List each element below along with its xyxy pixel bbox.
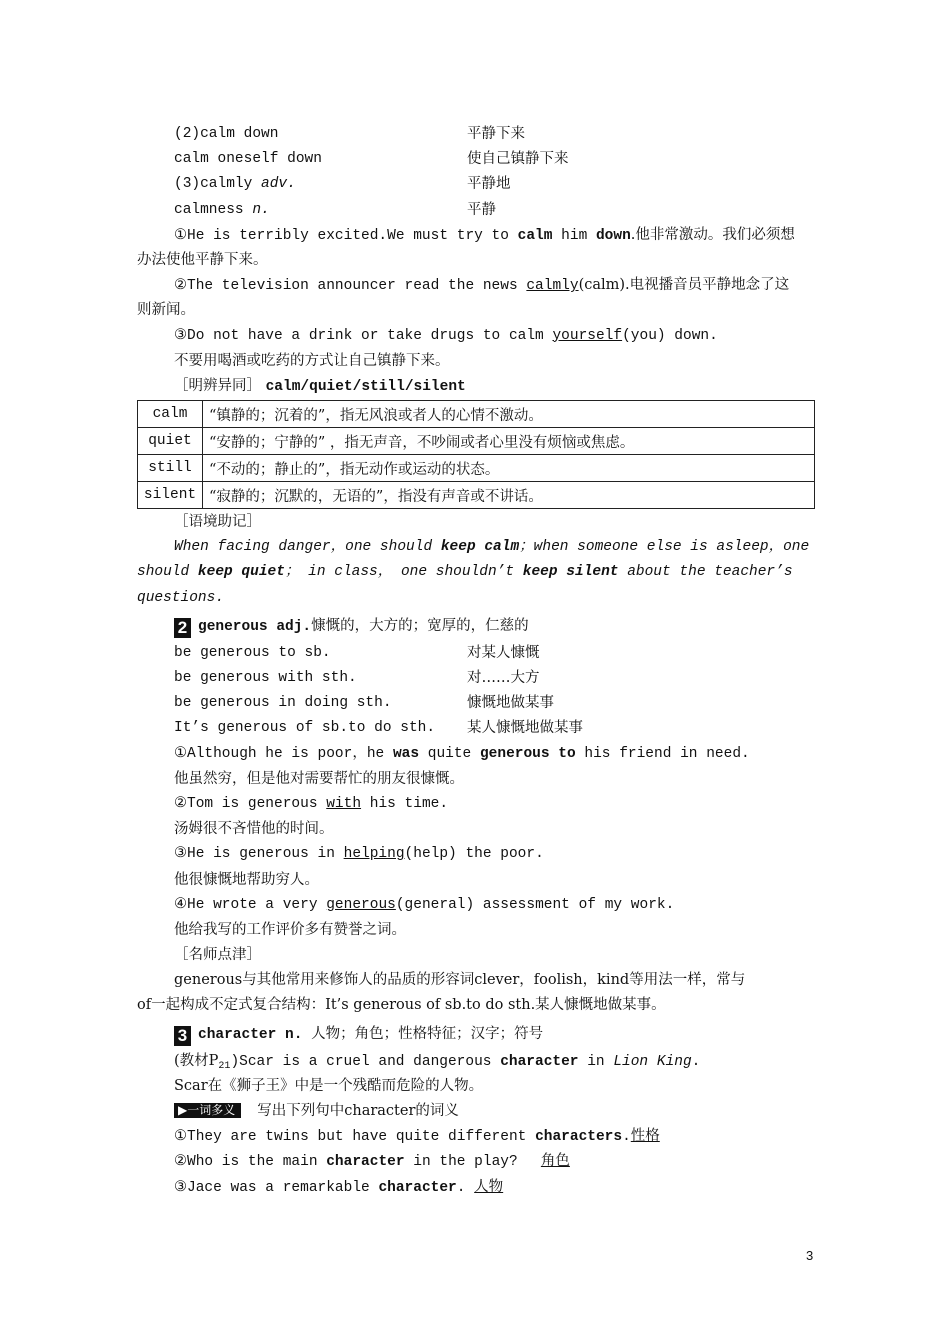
- section-label: ［明辨异同］ calm/quiet/still/silent: [174, 377, 466, 395]
- answer-blank: 人物: [474, 1178, 504, 1195]
- example-sentence: ③He is generous in helping(help) the poor.: [174, 846, 544, 863]
- example-translation: 办法使他平静下来。: [137, 251, 268, 268]
- tip-text: of一起构成不定式复合结构：It’s generous of sb.to do sth.某人慷慨地做某事。: [137, 997, 666, 1014]
- answer-blank: 角色: [540, 1153, 570, 1170]
- part-of-speech: n.: [252, 201, 270, 218]
- usage-cn: 平静地: [467, 176, 511, 193]
- answer-blank: yourself: [552, 327, 623, 344]
- usage-en: (2)calm down: [174, 126, 279, 142]
- table-cell-word: quiet: [138, 428, 203, 455]
- usage-row: be generous with sth. 对……大方: [174, 670, 540, 686]
- entry-heading: 3 character n. 人物；角色；性格特征；汉字；符号: [137, 1019, 815, 1049]
- usage-en: calmness: [174, 201, 253, 218]
- entry-number: 2: [174, 618, 191, 638]
- usage-cn: 平静: [467, 201, 496, 218]
- section-label: ［名师点津］: [174, 947, 261, 964]
- usage-row: [137, 147, 815, 172]
- example-translation: 汤姆很不吝惜他的时间。: [174, 821, 334, 838]
- exercise-item: ①They are twins but have quite different characters.性格: [174, 1128, 660, 1146]
- answer-blank: with: [326, 795, 362, 812]
- usage-en: calm oneself down: [174, 151, 322, 168]
- entry-number: 3: [174, 1026, 191, 1046]
- table-row: [138, 482, 815, 509]
- tip-text: generous与其他常用来修饰人的品质的形容词clever，foolish，kind等用法一样，常与: [174, 972, 746, 989]
- usage-row: be generous to sb. 对某人慷慨: [174, 644, 540, 661]
- answer-blank: generous: [326, 896, 396, 913]
- table-cell-desc: “不动的；静止的”，指无动作或运动的状态。: [203, 455, 815, 482]
- table-cell-desc: “镇静的；沉着的”，指无风浪或者人的心情不激动。: [203, 401, 815, 428]
- usage-row: be generous in doing sth. 慷慨地做某事: [174, 695, 554, 712]
- usage-row: [137, 172, 815, 197]
- memory-text: should keep quiet； in class， one shouldn’t keep silent about the teacher’s: [137, 564, 793, 581]
- polysemy-tag: ▶一词多义: [174, 1103, 241, 1118]
- example-sentence: ④He wrote a very generous(general) assessment of my work.: [174, 896, 675, 913]
- textbook-example: (教材$P_{21})Scar$ is a cruel and dangerous character in Lion King.: [174, 1052, 701, 1072]
- exercise-item: ②Who is the main character in the play? 角色: [174, 1153, 570, 1171]
- example-translation: 则新闻。: [137, 302, 195, 319]
- table-cell-desc: “安静的；宁静的” ，指无声音，不吵闹或者心里没有烦恼或焦虑。: [203, 428, 815, 455]
- answer-blank: calmly: [526, 278, 579, 295]
- table-row: [138, 455, 815, 482]
- exercise-heading: ▶一词多义 写出下列句中character的词义: [137, 1099, 815, 1124]
- example-translation: 他给我写的工作评价多有赞誉之词。: [174, 921, 406, 938]
- usage-en: (3)calmly: [174, 176, 262, 193]
- usage-row: [137, 198, 815, 223]
- table-cell-word: still: [138, 455, 203, 482]
- page-number: 3: [806, 1248, 814, 1263]
- example-translation: Scar在《狮子王》中是一个残酷而危险的人物。: [174, 1077, 484, 1094]
- table-cell-word: calm: [138, 401, 203, 428]
- example-sentence: ②Tom is generous with his time.: [174, 795, 449, 812]
- part-of-speech: adv.: [261, 176, 296, 193]
- usage-row: [137, 122, 815, 147]
- example-translation: 他虽然穷，但是他对需要帮忙的朋友很慷慨。: [174, 770, 464, 787]
- memory-text: questions.: [137, 589, 225, 606]
- example-translation: 他很慷慨地帮助穷人。: [174, 871, 319, 888]
- usage-row: It’s generous of sb.to do sth. 某人慷慨地做某事: [174, 720, 583, 737]
- memory-text: When facing danger，one should keep calm；when someone else is asleep，one: [174, 539, 810, 556]
- example-sentence: ②The television announcer read the news calmly(calm).电视播音员平静地念了这: [174, 277, 790, 295]
- example-translation: 不要用喝酒或吃药的方式让自己镇静下来。: [174, 352, 450, 369]
- table-row: [138, 428, 815, 455]
- section-label: ［语境助记］: [174, 514, 261, 531]
- example-sentence: ①He is terribly excited.We must try to calm him down.他非常激动。我们必须想: [174, 226, 795, 244]
- entry-heading: 2 generous adj.慷慨的，大方的；宽厚的，仁慈的: [137, 611, 815, 641]
- comparison-table: [137, 400, 815, 509]
- table-row: [138, 401, 815, 428]
- example-sentence: ①Although he is poor，he was quite generous to his friend in need.: [174, 745, 750, 762]
- table-cell-word: silent: [138, 482, 203, 509]
- page-content: [137, 122, 815, 1200]
- usage-cn: 使自己镇静下来: [467, 151, 569, 168]
- example-sentence: ③Do not have a drink or take drugs to calm yourself(you) down.: [174, 327, 718, 344]
- answer-blank: 性格: [630, 1128, 660, 1145]
- answer-blank: helping: [343, 846, 405, 863]
- table-cell-desc: “寂静的；沉默的，无语的”，指没有声音或不讲话。: [203, 482, 815, 509]
- exercise-item: ③Jace was a remarkable character. 人物: [174, 1178, 504, 1196]
- usage-cn: 平静下来: [467, 126, 525, 142]
